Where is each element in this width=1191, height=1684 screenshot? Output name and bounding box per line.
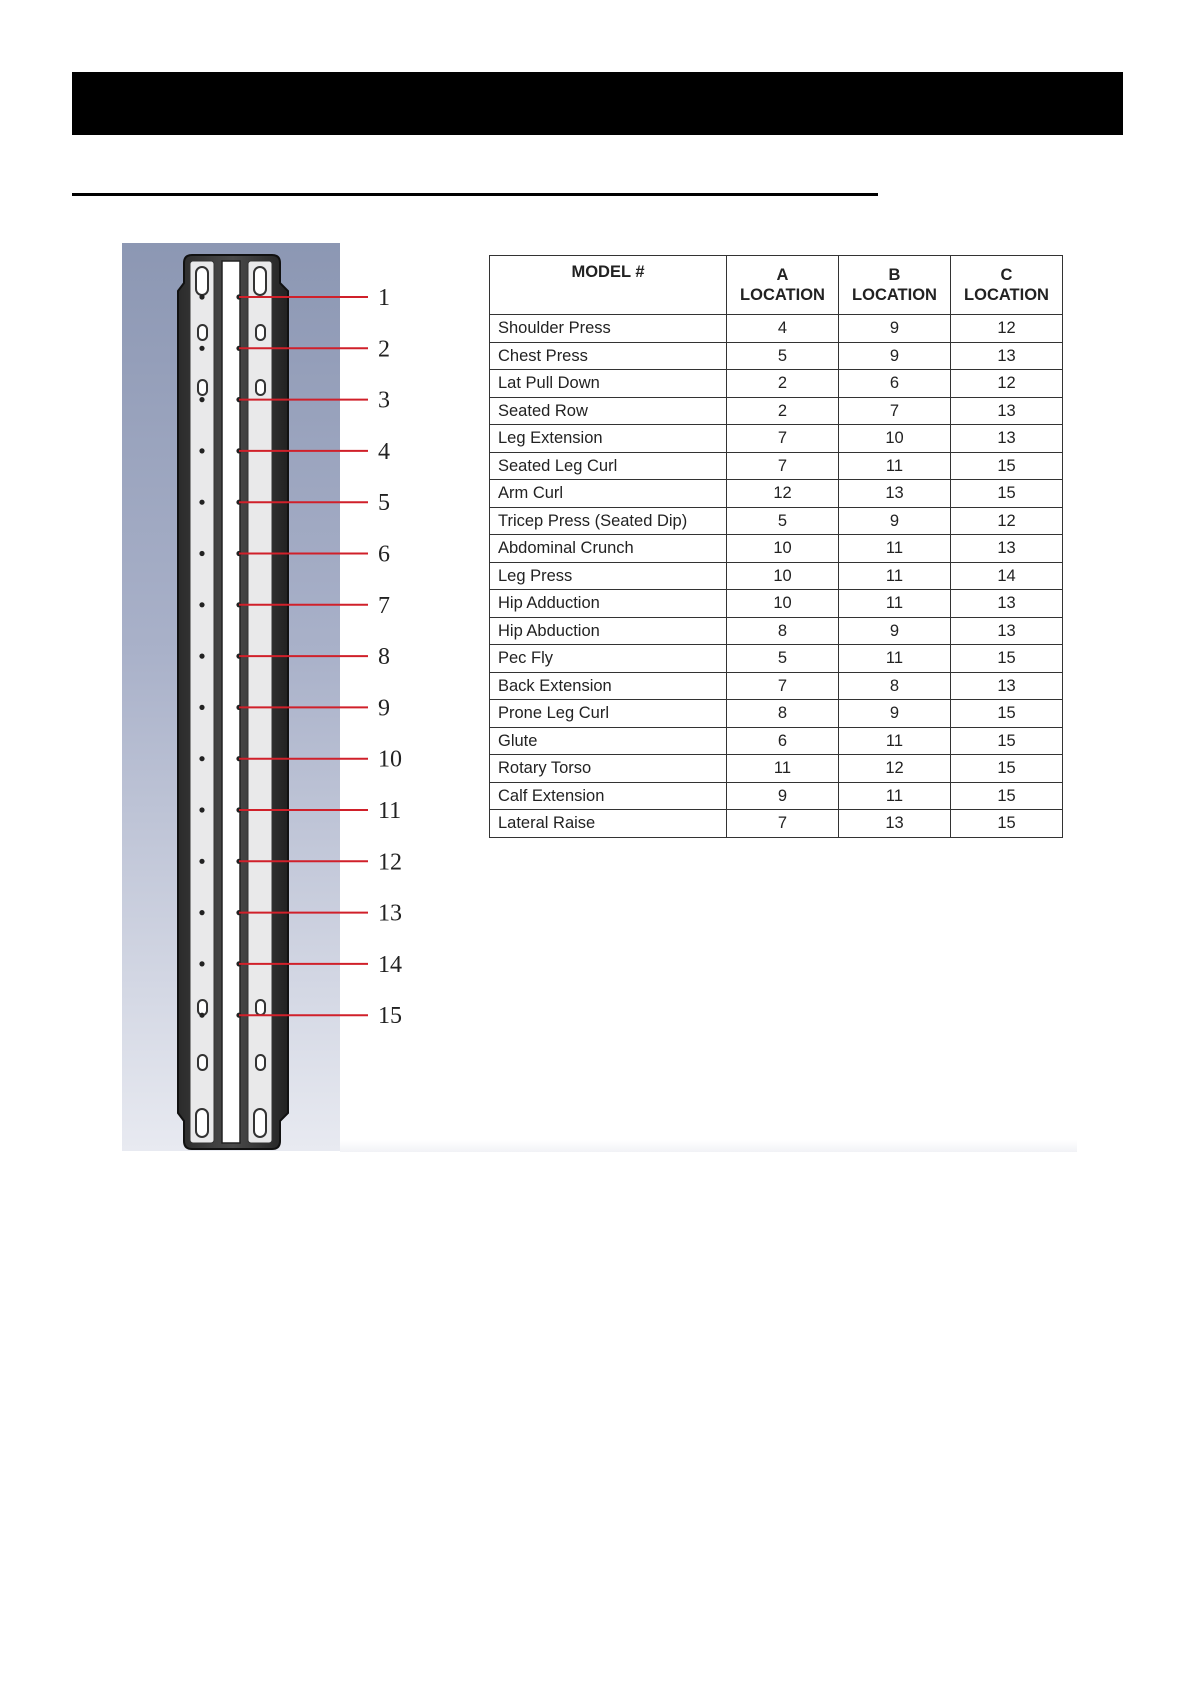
position-label: 3 (378, 387, 390, 414)
cell-model: Leg Press (490, 562, 727, 590)
cell-model: Glute (490, 727, 727, 755)
pin-hole-left (199, 551, 204, 556)
cell-b-location: 11 (839, 727, 951, 755)
position-label: 7 (378, 592, 390, 619)
cell-a-location: 5 (727, 645, 839, 673)
cell-b-location: 9 (839, 315, 951, 343)
cell-model: Chest Press (490, 342, 727, 370)
position-label: 5 (378, 490, 390, 517)
table-row (490, 672, 1063, 700)
table-row (490, 342, 1063, 370)
oval-hole (198, 380, 207, 395)
cell-c-location: 13 (951, 590, 1063, 618)
cell-model: Calf Extension (490, 782, 727, 810)
pin-hole-left (199, 397, 204, 402)
table-row (490, 727, 1063, 755)
cell-c-location: 12 (951, 370, 1063, 398)
cell-c-location: 14 (951, 562, 1063, 590)
table-row (490, 617, 1063, 645)
pin-hole-left (199, 294, 204, 299)
oval-hole (256, 380, 265, 395)
cell-model: Seated Leg Curl (490, 452, 727, 480)
cell-a-location: 4 (727, 315, 839, 343)
cell-model: Lat Pull Down (490, 370, 727, 398)
pin-hole-left (199, 859, 204, 864)
rail-center-slot (222, 261, 240, 1143)
position-label: 15 (378, 1003, 402, 1030)
position-label: 4 (378, 438, 390, 465)
position-label: 12 (378, 849, 402, 876)
cell-c-location: 13 (951, 397, 1063, 425)
table-row (490, 535, 1063, 563)
position-label: 1 (378, 285, 390, 311)
pin-hole-left (199, 448, 204, 453)
position-label: 8 (378, 644, 390, 671)
position-label: 6 (378, 541, 390, 568)
cell-b-location: 6 (839, 370, 951, 398)
cell-a-location: 2 (727, 397, 839, 425)
cell-b-location: 9 (839, 700, 951, 728)
cell-a-location: 10 (727, 590, 839, 618)
header-a-location: A LOCATION (727, 256, 839, 315)
table-row (490, 810, 1063, 838)
cell-a-location: 10 (727, 535, 839, 563)
table-row (490, 397, 1063, 425)
cell-c-location: 13 (951, 535, 1063, 563)
table-row (490, 315, 1063, 343)
cell-a-location: 10 (727, 562, 839, 590)
cell-model: Tricep Press (Seated Dip) (490, 507, 727, 535)
cell-model: Hip Adduction (490, 590, 727, 618)
cell-b-location: 7 (839, 397, 951, 425)
cell-a-location: 5 (727, 342, 839, 370)
mount-slot (196, 1109, 208, 1137)
cell-b-location: 11 (839, 562, 951, 590)
cell-b-location: 9 (839, 617, 951, 645)
mount-slot (254, 1109, 266, 1137)
cell-c-location: 12 (951, 315, 1063, 343)
cell-model: Back Extension (490, 672, 727, 700)
cell-c-location: 15 (951, 452, 1063, 480)
cell-c-location: 13 (951, 342, 1063, 370)
table-row (490, 782, 1063, 810)
position-label: 11 (378, 798, 402, 824)
cell-b-location: 11 (839, 452, 951, 480)
cell-b-location: 10 (839, 425, 951, 453)
pin-hole-left (199, 654, 204, 659)
cell-b-location: 9 (839, 342, 951, 370)
table-row (490, 562, 1063, 590)
cell-c-location: 12 (951, 507, 1063, 535)
position-label: 10 (378, 746, 402, 773)
table-row (490, 700, 1063, 728)
table-row (490, 425, 1063, 453)
cell-a-location: 12 (727, 480, 839, 508)
cell-a-location: 2 (727, 370, 839, 398)
header-model: MODEL # (490, 256, 727, 315)
oval-hole (198, 1055, 207, 1070)
mount-slot (254, 267, 266, 295)
cell-b-location: 8 (839, 672, 951, 700)
header-c-location: C LOCATION (951, 256, 1063, 315)
cell-model: Lateral Raise (490, 810, 727, 838)
cell-a-location: 7 (727, 425, 839, 453)
oval-hole (198, 325, 207, 340)
cell-c-location: 15 (951, 645, 1063, 673)
table-row (490, 507, 1063, 535)
cell-a-location: 9 (727, 782, 839, 810)
pin-hole-left (199, 500, 204, 505)
table-row (490, 452, 1063, 480)
cell-b-location: 11 (839, 645, 951, 673)
position-label: 9 (378, 695, 390, 722)
pin-hole-left (199, 910, 204, 915)
pin-hole-left (199, 1013, 204, 1018)
table-row (490, 590, 1063, 618)
table-row (490, 370, 1063, 398)
position-label: 13 (378, 900, 402, 927)
pin-hole-left (199, 346, 204, 351)
header-b-location: B LOCATION (839, 256, 951, 315)
table-header-row (490, 256, 1063, 315)
cell-a-location: 5 (727, 507, 839, 535)
cell-model: Shoulder Press (490, 315, 727, 343)
cell-model: Hip Abduction (490, 617, 727, 645)
cell-a-location: 8 (727, 700, 839, 728)
cell-b-location: 11 (839, 535, 951, 563)
position-label: 14 (378, 951, 402, 978)
table-row (490, 480, 1063, 508)
location-table-wrapper (489, 255, 1063, 838)
cell-c-location: 15 (951, 755, 1063, 783)
cell-model: Abdominal Crunch (490, 535, 727, 563)
oval-hole (256, 325, 265, 340)
cell-b-location: 13 (839, 810, 951, 838)
cell-b-location: 12 (839, 755, 951, 783)
cell-b-location: 9 (839, 507, 951, 535)
cell-model: Prone Leg Curl (490, 700, 727, 728)
oval-hole (256, 1055, 265, 1070)
table-row (490, 645, 1063, 673)
cell-c-location: 13 (951, 672, 1063, 700)
cell-c-location: 15 (951, 810, 1063, 838)
cell-model: Arm Curl (490, 480, 727, 508)
position-label: 2 (378, 336, 390, 363)
pin-hole-left (199, 756, 204, 761)
mount-slot (196, 267, 208, 295)
cell-c-location: 15 (951, 480, 1063, 508)
pin-hole-left (199, 705, 204, 710)
cell-b-location: 11 (839, 782, 951, 810)
pin-hole-left (199, 602, 204, 607)
cell-c-location: 15 (951, 727, 1063, 755)
cell-a-location: 8 (727, 617, 839, 645)
location-table (489, 255, 1063, 838)
header-rule (72, 193, 878, 196)
cell-model: Leg Extension (490, 425, 727, 453)
cell-b-location: 11 (839, 590, 951, 618)
cell-a-location: 7 (727, 810, 839, 838)
cell-model: Pec Fly (490, 645, 727, 673)
cell-a-location: 11 (727, 755, 839, 783)
cell-c-location: 13 (951, 617, 1063, 645)
pin-hole-left (199, 961, 204, 966)
header-bar (72, 72, 1123, 135)
cell-c-location: 15 (951, 700, 1063, 728)
rail-diagram (122, 243, 462, 1151)
cell-c-location: 13 (951, 425, 1063, 453)
cell-a-location: 6 (727, 727, 839, 755)
pin-hole-left (199, 807, 204, 812)
cell-model: Seated Row (490, 397, 727, 425)
cell-a-location: 7 (727, 672, 839, 700)
table-row (490, 755, 1063, 783)
oval-hole (256, 1000, 265, 1015)
cell-model: Rotary Torso (490, 755, 727, 783)
cell-b-location: 13 (839, 480, 951, 508)
cell-c-location: 15 (951, 782, 1063, 810)
cell-a-location: 7 (727, 452, 839, 480)
